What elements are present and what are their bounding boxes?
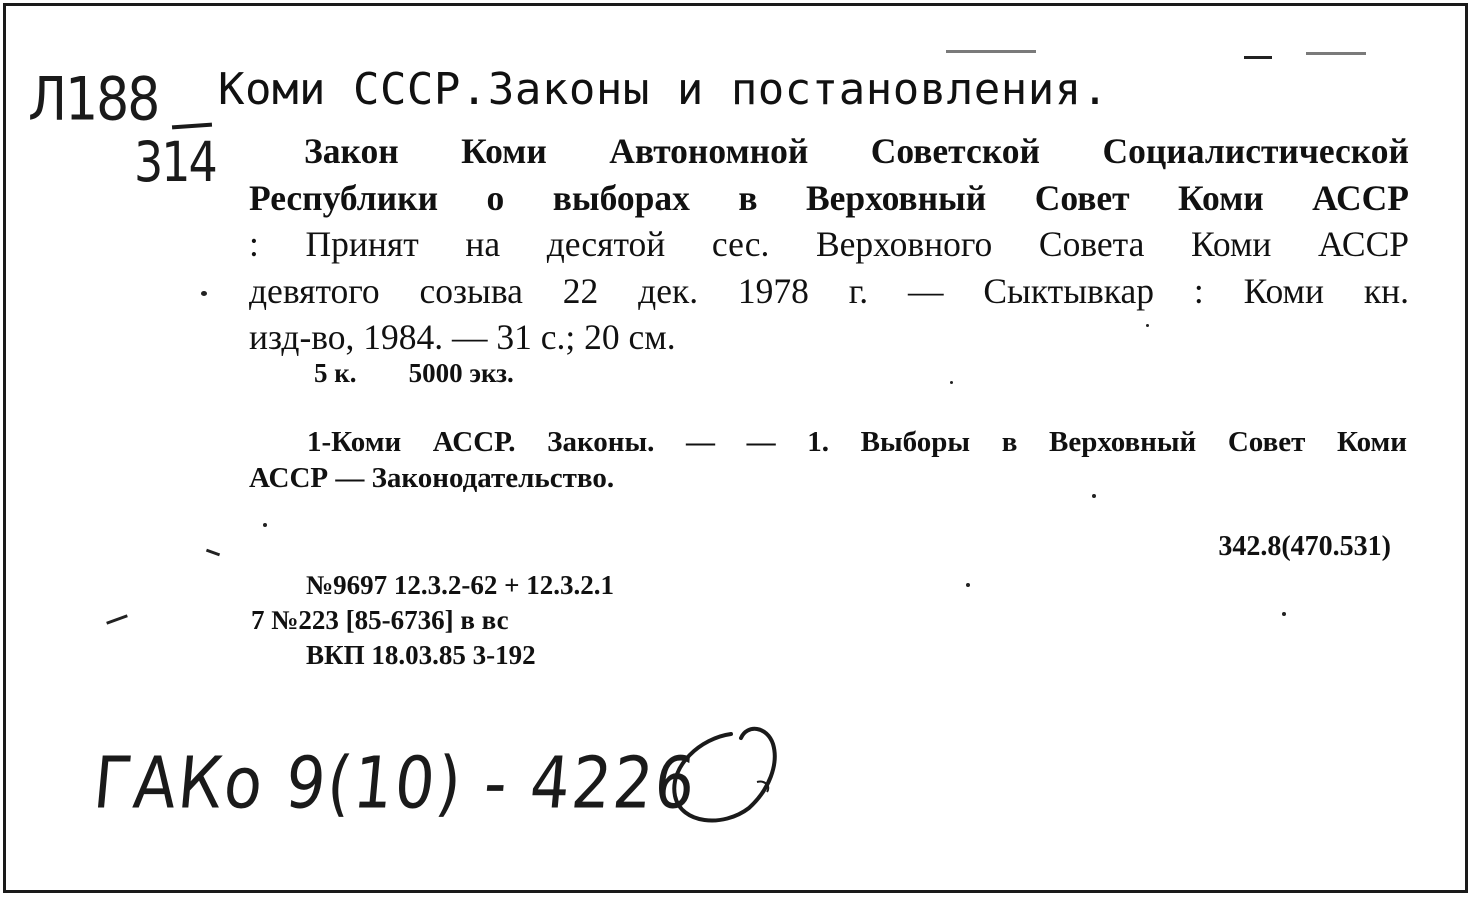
card-heading: Коми СССР.Законы и постановления. [218,64,1109,115]
scan-speck [1146,324,1149,327]
classification-code: 342.8(470.531) [1218,531,1391,562]
price-and-print-run [314,358,514,389]
description-line-3: : Принят на десятой сес. Верховного Совета Коми АССР [249,224,1409,264]
scan-speck [201,291,207,296]
bibliographic-description [249,128,1409,361]
scan-speck [966,583,970,587]
technical-data [251,568,614,673]
scan-speck [1306,52,1366,55]
print-run: 5000 экз. [408,358,514,388]
scan-speck [206,549,220,557]
scan-speck [1282,612,1286,616]
scan-speck [1092,494,1096,498]
handwritten-circle-mark [661,716,801,836]
handwritten-archive-note: ГАКо 9(10) - 4226 [90,741,701,825]
scan-speck [263,523,267,527]
technical-line-3: ВКП 18.03.85 3-192 [306,640,536,670]
description-line-4: девятого созыва 22 дек. 1978 г. — Сыктывкар : Коми кн. [249,270,1409,311]
subject-headings [249,424,1407,496]
scan-speck [950,381,953,384]
catalog-card [3,3,1468,893]
handwritten-shelfmark: Л188 [28,65,159,135]
description-line-5: изд-во, 1984. — 31 с.; 20 см. [249,317,676,357]
technical-line-1: №9697 12.3.2-62 + 12.3.2.1 [306,570,615,600]
scan-speck [946,50,1036,53]
subject-line-2: АССР — Законодательство. [249,462,615,494]
description-line-1: Закон Коми Автономной Советской Социалистической [304,131,1409,171]
technical-line-2: 7 №223 [85-6736] в вс [251,605,509,635]
scan-speck [1244,56,1272,59]
subject-line-1: 1-Коми АССР. Законы. — — 1. Выборы в Верховный Совет Коми [307,426,1407,458]
scan-speck [106,614,128,624]
price: 5 к. [314,358,357,388]
description-line-2: Республики о выборах в Верховный Совет Коми АССР [249,177,1409,218]
handwritten-shelfmark-sub: 314 [134,129,216,194]
